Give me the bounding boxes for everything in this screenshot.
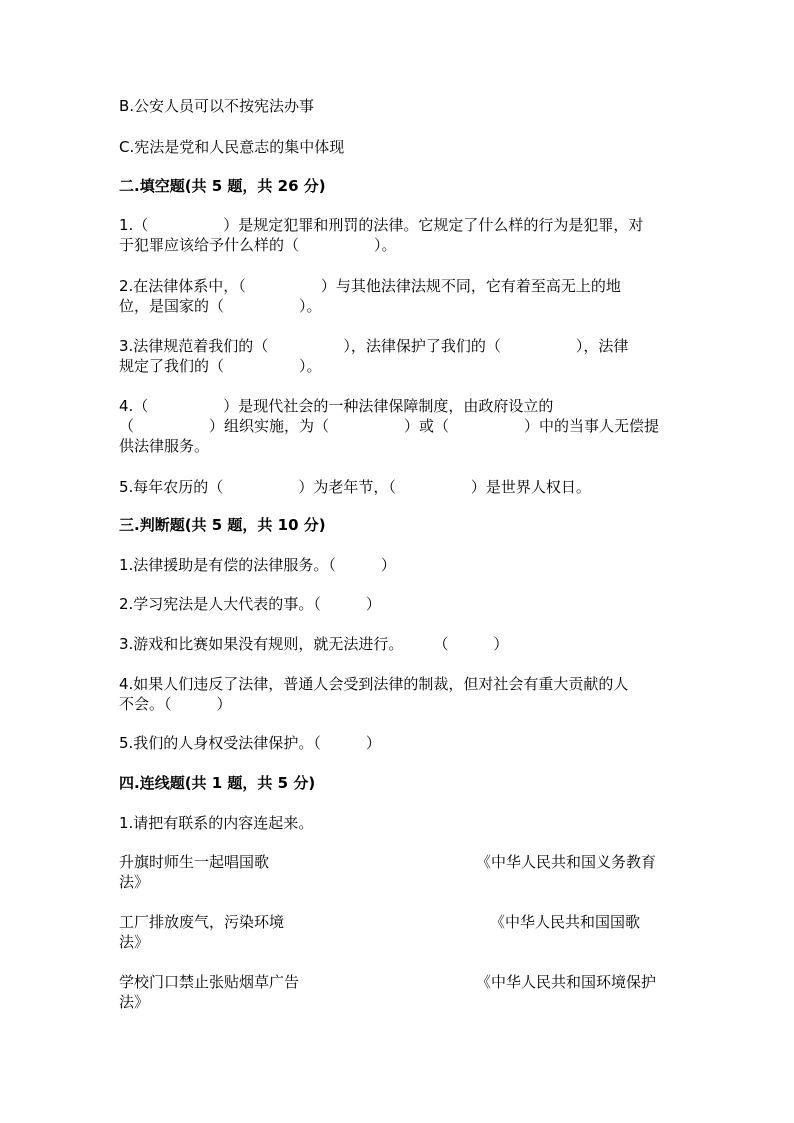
judge-q2: 2.学习宪法是人大代表的事。（ ）: [119, 595, 381, 613]
match-left-2: 工厂排放废气，污染环境: [119, 913, 285, 931]
fill-q1-line1: 1.（ ）是规定犯罪和刑罚的法律。它规定了什么样的行为是犯罪，对: [119, 216, 644, 234]
match-left-3: 学校门口禁止张贴烟草广告: [119, 973, 300, 991]
match-right-3-line1: 《中华人民共和国环境保护: [476, 973, 657, 991]
match-right-2-line2: 法》: [119, 933, 150, 951]
fill-q2-line2: 位，是国家的（ ）。: [119, 297, 322, 315]
fill-q4-line1: 4.（ ）是现代社会的一种法律保障制度，由政府设立的: [119, 397, 554, 415]
judge-q4-line2: 不会。（ ）: [119, 695, 232, 713]
match-right-1-line2: 法》: [119, 873, 150, 891]
fill-q4-line2: （ ）组织实施，为（ ）或（ ）中的当事人无偿提: [119, 417, 660, 435]
fill-q4-line3: 供法律服务。: [119, 437, 210, 455]
fill-q3-line1: 3.法律规范着我们的（ ），法律保护了我们的（ ），法律: [119, 337, 629, 355]
match-left-1: 升旗时师生一起唱国歌: [119, 853, 270, 871]
fill-q3-line2: 规定了我们的（ ）。: [119, 357, 322, 375]
section-heading-judge: 三.判断题(共 5 题，共 10 分): [119, 516, 326, 534]
option-c: C.宪法是党和人民意志的集中体现: [119, 138, 345, 156]
fill-q2-line1: 2.在法律体系中，（ ）与其他法律法规不同，它有着至高无上的地: [119, 277, 621, 295]
match-instruction: 1.请把有联系的内容连起来。: [119, 814, 314, 832]
option-b: B.公安人员可以不按宪法办事: [119, 97, 315, 115]
match-right-2-line1: 《中华人民共和国国歌: [490, 913, 641, 931]
judge-q5: 5.我们的人身权受法律保护。（ ）: [119, 734, 381, 752]
match-right-3-line2: 法》: [119, 993, 150, 1011]
section-heading-fill-blank: 二.填空题(共 5 题，共 26 分): [119, 177, 326, 195]
judge-q1: 1.法律援助是有偿的法律服务。（ ）: [119, 556, 396, 574]
fill-q5-line1: 5.每年农历的（ ）为老年节，（ ）是世界人权日。: [119, 478, 591, 496]
fill-q1-line2: 于犯罪应该给予什么样的（ ）。: [119, 236, 397, 254]
match-right-1-line1: 《中华人民共和国义务教育: [476, 853, 657, 871]
judge-q4-line1: 4.如果人们违反了法律，普通人会受到法律的制裁，但对社会有重大贡献的人: [119, 675, 629, 693]
judge-q3: 3.游戏和比赛如果没有规则，就无法进行。 （ ）: [119, 635, 509, 653]
section-heading-match: 四.连线题(共 1 题，共 5 分): [119, 774, 316, 792]
